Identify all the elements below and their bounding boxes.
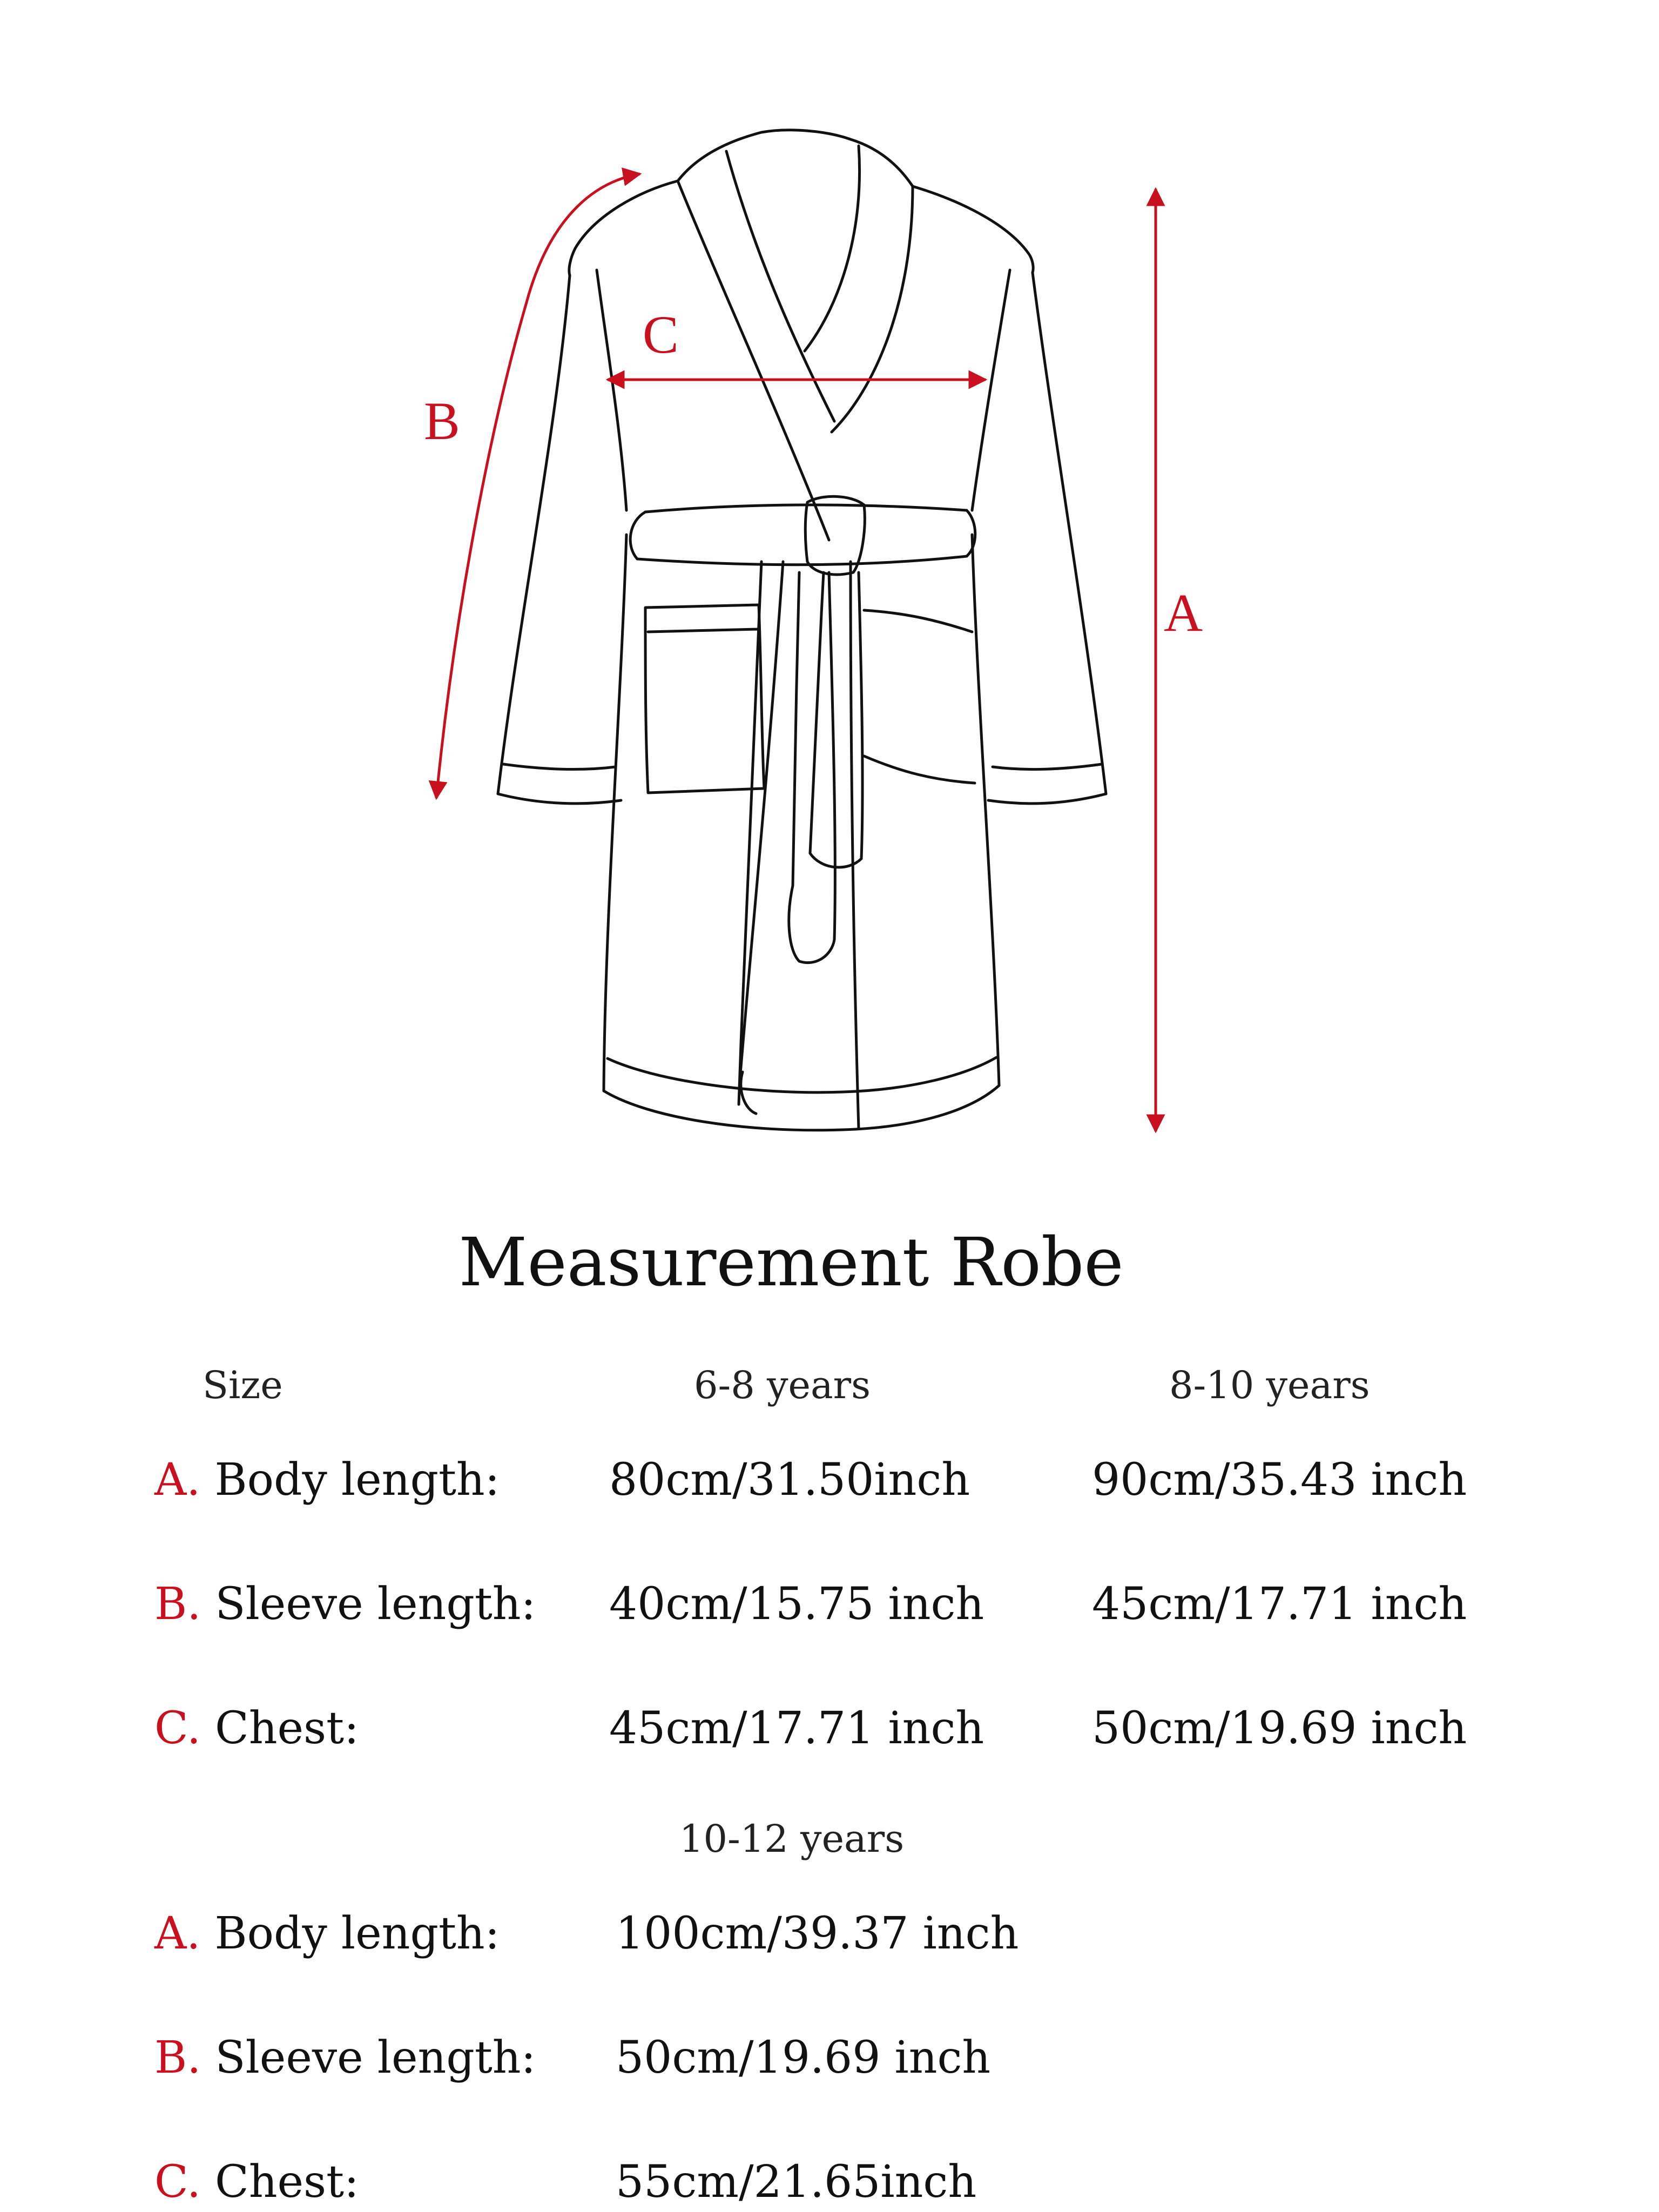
row-label-body-length-2 (154, 1908, 500, 1959)
row-label-chest-2 (154, 2156, 359, 2208)
row-text: Sleeve length: (215, 1579, 536, 1630)
row-text: Chest: (214, 1703, 359, 1754)
value-6-8-chest: 45cm/17.71 inch (609, 1703, 984, 1754)
robe-left-sleeve-outer (498, 275, 570, 794)
row-text: Sleeve length: (215, 2032, 536, 2083)
page-title: Measurement Robe (458, 1224, 1124, 1301)
row-letter: A. (154, 1454, 201, 1506)
value-10-12-chest: 55cm/21.65inch (616, 2156, 977, 2208)
row-text: Body length: (214, 1454, 500, 1506)
dimension-c-label: C (643, 305, 679, 365)
row-text: Body length: (214, 1908, 500, 1959)
robe-right-sleeve-inner (972, 270, 1010, 510)
robe-right-sleeve-cuff-bottom (988, 794, 1106, 804)
robe-right-sash-line (864, 610, 972, 632)
robe-belt-left-end (630, 512, 645, 559)
row-label-sleeve-length (154, 1579, 536, 1630)
size-header-6-8: 6-8 years (694, 1363, 871, 1407)
value-10-12-sleeve-length: 50cm/19.69 inch (616, 2032, 991, 2083)
size-header-label: Size (203, 1363, 283, 1407)
robe-front-edge-left (740, 562, 783, 1080)
robe-left-side (604, 535, 626, 1091)
row-letter: C. (154, 1703, 201, 1754)
robe-belt-bottom (637, 556, 967, 565)
value-8-10-chest: 50cm/19.69 inch (1092, 1703, 1467, 1754)
row-letter: B. (154, 2032, 201, 2083)
robe-pocket-top-line (648, 629, 759, 632)
row-letter: B. (154, 1579, 201, 1630)
robe-front-hem-fold (741, 1072, 756, 1114)
robe-left-sleeve-cuff-bottom (498, 794, 621, 804)
value-8-10-body-length: 90cm/35.43 inch (1092, 1454, 1467, 1506)
robe-right-lower-line (864, 756, 975, 783)
robe-right-lapel (832, 186, 913, 432)
dimension-a-label: A (1164, 583, 1203, 643)
robe-front-edge-right (851, 562, 859, 1129)
robe-front-panel (739, 562, 761, 1104)
robe-belt-tail-short (789, 572, 835, 963)
row-text: Chest: (214, 2156, 359, 2208)
robe-right-side (972, 535, 999, 1085)
value-10-12-body-length: 100cm/39.37 inch (616, 1908, 1019, 1959)
robe-belt-tail-long (810, 572, 862, 867)
row-letter: C. (154, 2156, 201, 2208)
robe-right-sleeve-outer (1033, 273, 1106, 794)
robe-outline (498, 130, 1106, 1130)
row-label-chest (154, 1703, 359, 1754)
value-6-8-body-length: 80cm/31.50inch (609, 1454, 970, 1506)
robe-right-lapel-inner (805, 146, 860, 351)
robe-right-sleeve-cuff-line (993, 764, 1102, 770)
robe-left-sleeve-cuff-line (503, 764, 616, 770)
dimension-b-label: B (424, 391, 460, 451)
row-label-body-length (154, 1454, 500, 1506)
value-6-8-sleeve-length: 40cm/15.75 inch (609, 1579, 984, 1630)
dimension-b-arrow (436, 174, 640, 798)
robe-left-sleeve-inner (597, 270, 626, 510)
robe-left-shoulder (569, 181, 678, 275)
value-8-10-sleeve-length: 45cm/17.71 inch (1092, 1579, 1467, 1630)
robe-right-shoulder (913, 186, 1033, 273)
row-letter: A. (154, 1908, 201, 1959)
size-header-10-12: 10-12 years (679, 1817, 905, 1861)
robe-hem-line (608, 1057, 996, 1092)
size-header-8-10: 8-10 years (1169, 1363, 1370, 1407)
row-label-sleeve-length-2 (154, 2032, 536, 2083)
robe-pocket (645, 605, 764, 793)
robe-collar (678, 130, 913, 186)
